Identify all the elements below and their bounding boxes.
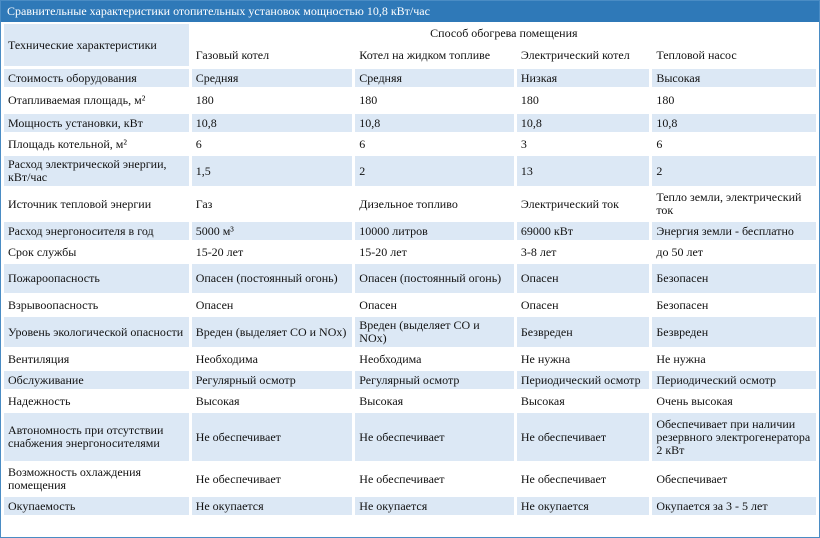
table-row — [4, 222, 816, 240]
row-value: Дизельное топливо — [355, 189, 514, 219]
table-row — [4, 350, 816, 368]
row-label: Расход энергоносителя в год — [4, 222, 189, 240]
header-heating-method: Способ обогрева помещения — [192, 24, 816, 42]
row-label: Срок службы — [4, 243, 189, 261]
row-value: Опасен — [355, 296, 514, 314]
header-row-group — [4, 24, 816, 42]
row-value: Обеспечивает при наличии резервного электрогенератора 2 кВт — [652, 413, 816, 461]
table-row — [4, 296, 816, 314]
row-value: Электрический ток — [517, 189, 649, 219]
table-row — [4, 392, 816, 410]
row-value: Высокая — [517, 392, 649, 410]
row-value: 2 — [355, 156, 514, 186]
row-value: Безопасен — [652, 296, 816, 314]
row-label: Пожароопасность — [4, 264, 189, 293]
row-label: Обслуживание — [4, 371, 189, 389]
table-row — [4, 135, 816, 153]
row-value: 6 — [192, 135, 353, 153]
row-label: Источник тепловой энергии — [4, 189, 189, 219]
row-value: 10,8 — [517, 114, 649, 132]
table-row — [4, 264, 816, 293]
row-value: 15-20 лет — [192, 243, 353, 261]
row-value: 13 — [517, 156, 649, 186]
row-value: Вреден (выделяет CO и NOx) — [355, 317, 514, 347]
row-label: Площадь котельной, м² — [4, 135, 189, 153]
row-value: Средняя — [355, 69, 514, 87]
row-value: Тепло земли, электрический ток — [652, 189, 816, 219]
row-value: Не обеспечивает — [192, 464, 353, 494]
row-value: Газ — [192, 189, 353, 219]
row-value: Окупается за 3 - 5 лет — [652, 497, 816, 515]
row-value: Опасен — [192, 296, 353, 314]
header-electric-boiler: Электрический котел — [517, 45, 649, 66]
header-gas-boiler: Газовый котел — [192, 45, 353, 66]
row-value: Не обеспечивает — [192, 413, 353, 461]
row-value: 3-8 лет — [517, 243, 649, 261]
row-value: 69000 кВт — [517, 222, 649, 240]
row-value: 6 — [652, 135, 816, 153]
row-value: Опасен — [517, 296, 649, 314]
row-label: Окупаемость — [4, 497, 189, 515]
row-value: Низкая — [517, 69, 649, 87]
row-value: Опасен (постоянный огонь) — [355, 264, 514, 293]
row-label: Возможность охлаждения помещения — [4, 464, 189, 494]
table-row — [4, 189, 816, 219]
row-value: 10000 литров — [355, 222, 514, 240]
row-value: Опасен — [517, 264, 649, 293]
table-row — [4, 464, 816, 494]
row-value: Необходима — [192, 350, 353, 368]
row-label: Отапливаемая площадь, м² — [4, 90, 189, 111]
table-row — [4, 90, 816, 111]
row-value: Высокая — [355, 392, 514, 410]
row-value: Высокая — [652, 69, 816, 87]
header-technical-characteristics: Технические характеристики — [4, 24, 189, 66]
row-value: 6 — [355, 135, 514, 153]
row-value: Энергия земли - бесплатно — [652, 222, 816, 240]
header-liquid-fuel-boiler: Котел на жидком топливе — [355, 45, 514, 66]
row-value: 180 — [517, 90, 649, 111]
row-value: Не обеспечивает — [355, 464, 514, 494]
row-value: до 50 лет — [652, 243, 816, 261]
row-value: Не окупается — [192, 497, 353, 515]
row-value: 10,8 — [652, 114, 816, 132]
row-label: Автономность при отсутствии снабжения энергоносителями — [4, 413, 189, 461]
table-row — [4, 413, 816, 461]
row-value: 180 — [192, 90, 353, 111]
row-value: Безвреден — [517, 317, 649, 347]
row-value: 15-20 лет — [355, 243, 514, 261]
row-value: Периодический осмотр — [517, 371, 649, 389]
row-value: Не обеспечивает — [517, 413, 649, 461]
row-value: Не нужна — [517, 350, 649, 368]
row-value: 10,8 — [192, 114, 353, 132]
row-value: Не обеспечивает — [517, 464, 649, 494]
row-value: Высокая — [192, 392, 353, 410]
table-row — [4, 317, 816, 347]
row-label: Расход электрической энергии, кВт/час — [4, 156, 189, 186]
row-value: Регулярный осмотр — [192, 371, 353, 389]
table-title: Сравнительные характеристики отопительных установок мощностью 10,8 кВт/час — [1, 1, 819, 22]
table-row — [4, 497, 816, 515]
row-value: 2 — [652, 156, 816, 186]
row-label: Уровень экологической опасности — [4, 317, 189, 347]
row-label: Стоимость оборудования — [4, 69, 189, 87]
row-value: Периодический осмотр — [652, 371, 816, 389]
table-row — [4, 156, 816, 186]
row-value: 180 — [355, 90, 514, 111]
table-row — [4, 69, 816, 87]
row-label: Вентиляция — [4, 350, 189, 368]
row-value: Средняя — [192, 69, 353, 87]
table-row — [4, 243, 816, 261]
row-value: Не окупается — [517, 497, 649, 515]
table-row — [4, 114, 816, 132]
row-value: Не обеспечивает — [355, 413, 514, 461]
header-heat-pump: Тепловой насос — [652, 45, 816, 66]
row-value: Вреден (выделяет CO и NOx) — [192, 317, 353, 347]
row-value: Регулярный осмотр — [355, 371, 514, 389]
row-label: Взрывоопасность — [4, 296, 189, 314]
row-value: 3 — [517, 135, 649, 153]
row-value: Необходима — [355, 350, 514, 368]
row-value: 5000 м³ — [192, 222, 353, 240]
row-label: Мощность установки, кВт — [4, 114, 189, 132]
row-value: 1,5 — [192, 156, 353, 186]
row-value: Безопасен — [652, 264, 816, 293]
row-value: Безвреден — [652, 317, 816, 347]
row-value: Опасен (постоянный огонь) — [192, 264, 353, 293]
table-row — [4, 371, 816, 389]
comparison-table — [1, 21, 819, 518]
row-value: 10,8 — [355, 114, 514, 132]
row-label: Надежность — [4, 392, 189, 410]
row-value: Не нужна — [652, 350, 816, 368]
row-value: Очень высокая — [652, 392, 816, 410]
row-value: Обеспечивает — [652, 464, 816, 494]
row-value: Не окупается — [355, 497, 514, 515]
row-value: 180 — [652, 90, 816, 111]
